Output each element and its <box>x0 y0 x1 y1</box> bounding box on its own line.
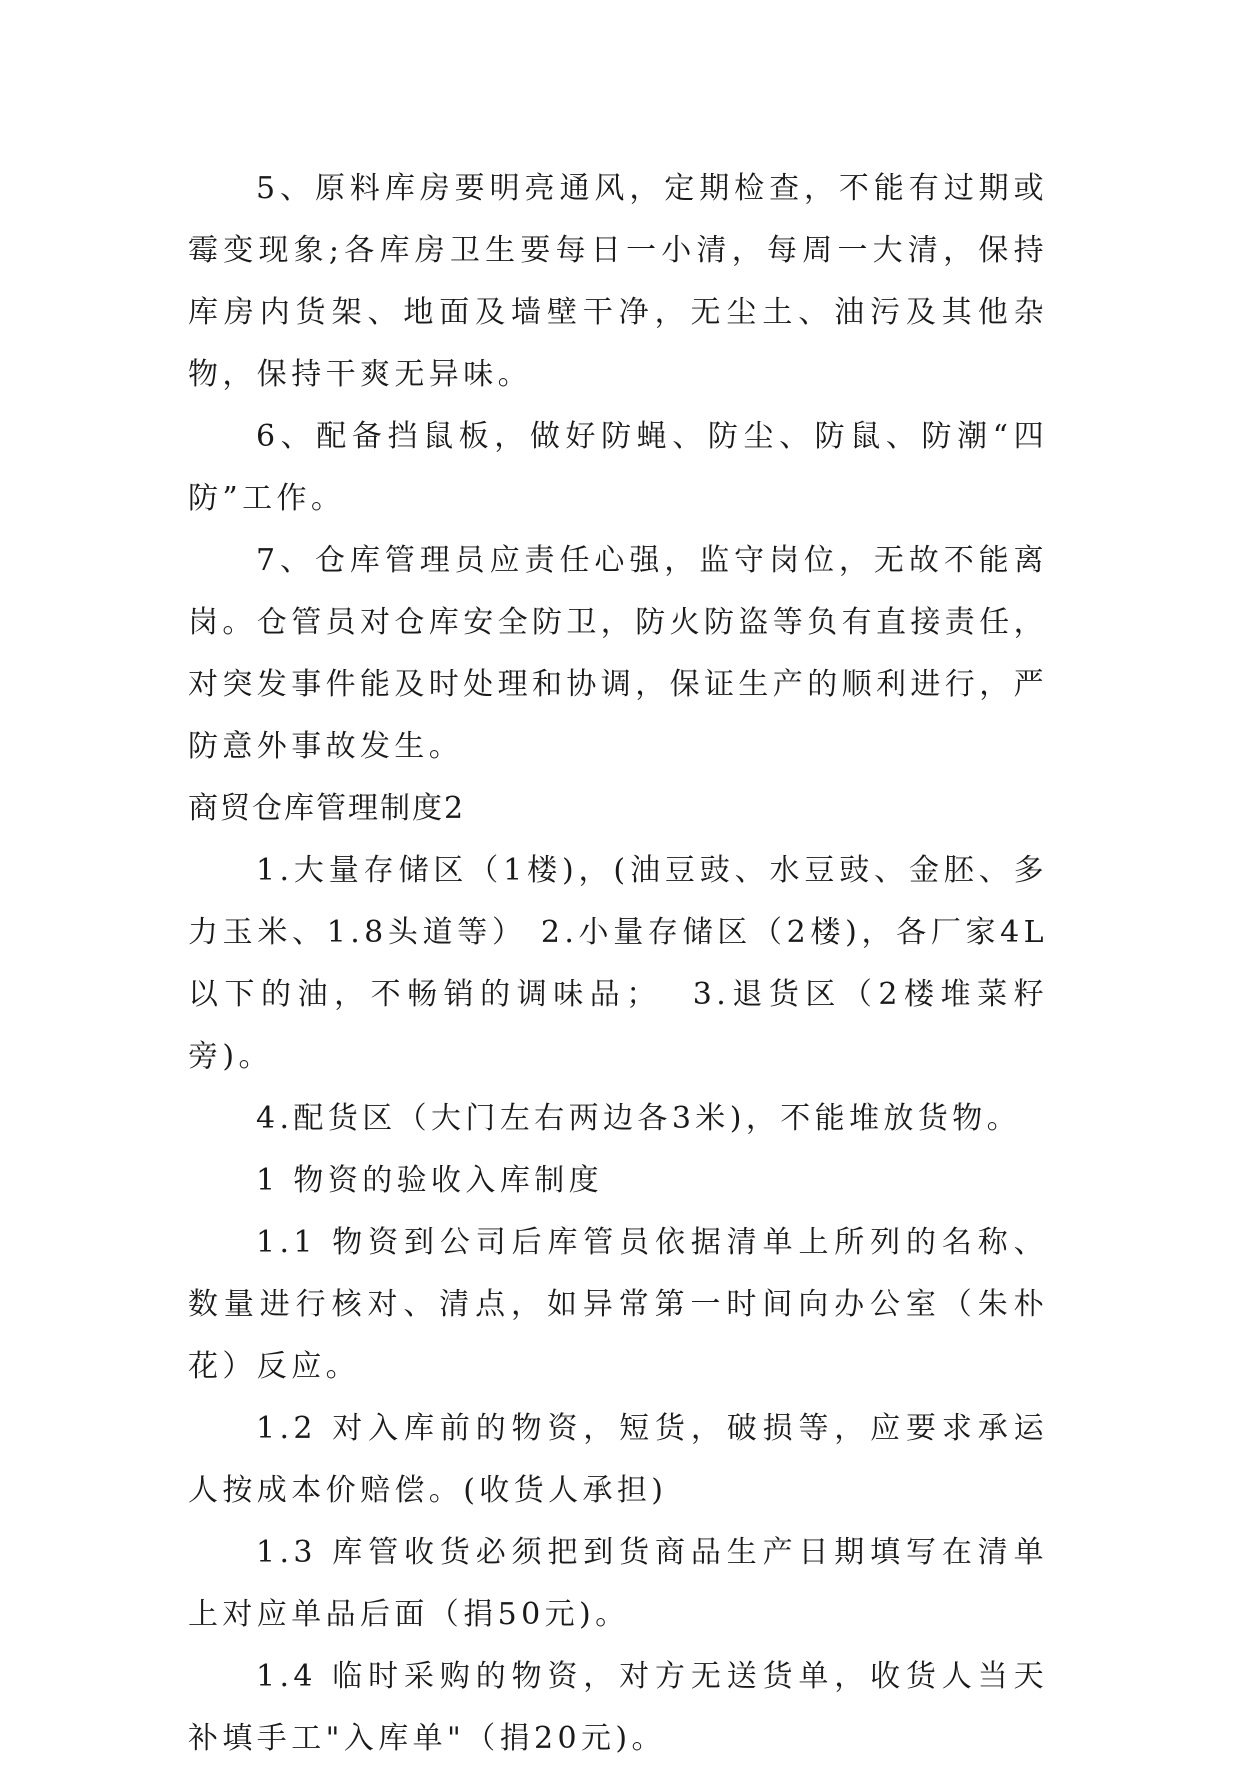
paragraph-6-four-preventions: 6、配备挡鼠板，做好防蝇、防尘、防鼠、防潮“四防”工作。 <box>188 419 1048 516</box>
paragraph-storage-areas: 1.大量存储区（1楼)，(油豆豉、水豆豉、金胚、多力玉米、1.8头道等） 2.小量存储区（2楼)，各厂家4L以下的油，不畅销的调味品； 3.退货区（2楼堆菜籽旁)。 <box>188 853 1048 1074</box>
paragraph-1-4: 1.4 临时采购的物资，对方无送货单，收货人当天补填手工"入库单"（捐20元)。 <box>188 1659 1048 1756</box>
paragraph-5-storage-hygiene: 5、原料库房要明亮通风，定期检查，不能有过期或霉变现象;各库房卫生要每日一小清，每周一大清，保持库房内货架、地面及墙壁干净，无尘土、油污及其他杂物，保持干爽无异味。 <box>188 171 1048 392</box>
subsection-heading-receiving: 1 物资的验收入库制度 <box>256 1163 604 1198</box>
paragraph-picking-area: 4.配货区（大门左右两边各3米)，不能堆放货物。 <box>256 1101 1022 1136</box>
paragraph-1-3: 1.3 库管收货必须把到货商品生产日期填写在清单上对应单品后面（捐50元)。 <box>188 1535 1048 1632</box>
document-body <box>188 158 1048 1770</box>
paragraph-1-1: 1.1 物资到公司后库管员依据清单上所列的名称、数量进行核对、清点，如异常第一时间向办公室（朱朴花）反应。 <box>188 1225 1048 1384</box>
paragraph-7-keeper-duties: 7、仓库管理员应责任心强，监守岗位，无故不能离岗。仓管员对仓库安全防卫，防火防盗等负有直接责任，对突发事件能及时处理和协调，保证生产的顺利进行，严防意外事故发生。 <box>188 543 1048 764</box>
paragraph-1-2: 1.2 对入库前的物资，短货，破损等，应要求承运人按成本价赔偿。(收货人承担) <box>188 1411 1048 1508</box>
section-heading: 商贸仓库管理制度2 <box>188 791 466 826</box>
